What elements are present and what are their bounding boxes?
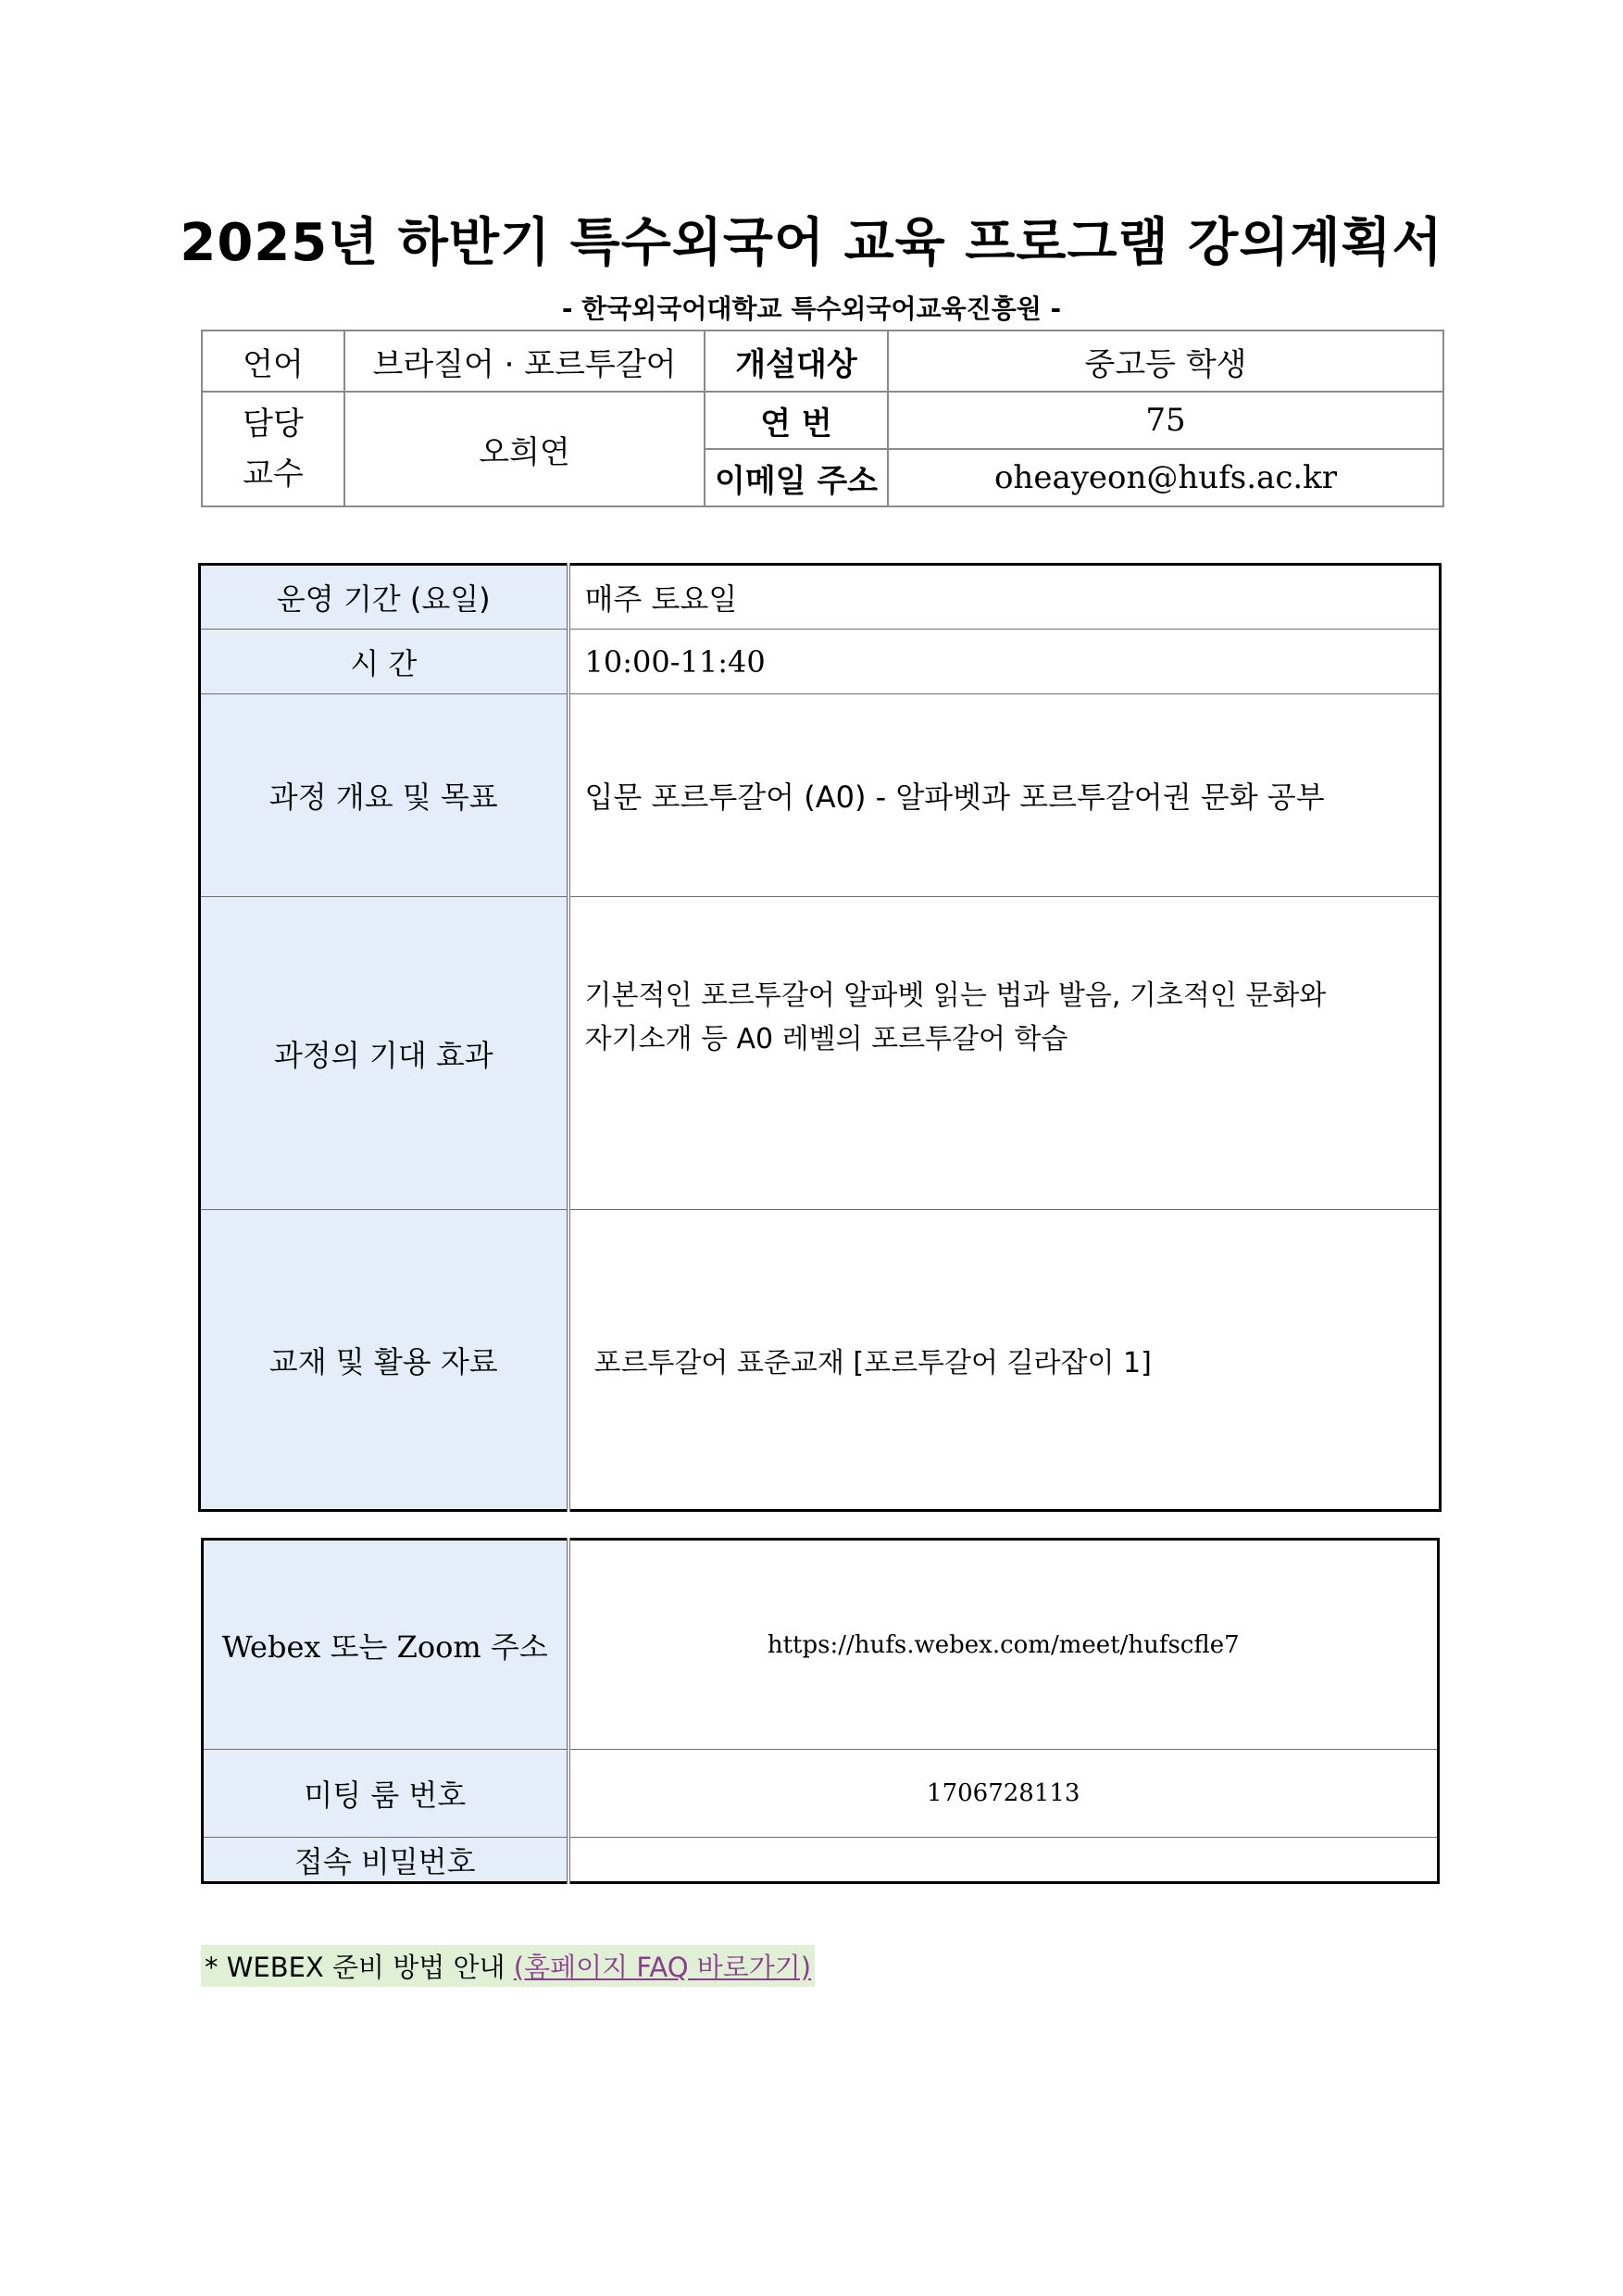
language-value: 브라질어 · 포르투갈어 (344, 331, 705, 392)
time-value: 10:00-11:40 (568, 630, 1441, 694)
target-label: 개설대상 (705, 331, 888, 392)
serial-value: 75 (888, 392, 1443, 449)
effect-value (568, 897, 1441, 1210)
materials-label: 교재 및 활용 자료 (200, 1210, 568, 1511)
period-value: 매주 토요일 (568, 565, 1441, 630)
instructor-label-line1: 담당 (243, 405, 304, 443)
materials-value: 포르투갈어 표준교재 [포르투갈어 길라잡이 1] (568, 1210, 1441, 1511)
target-value: 중고등 학생 (888, 331, 1443, 392)
instructor-label (202, 392, 344, 506)
document-title: 2025년 하반기 특수외국어 교육 프로그램 강의계획서 (180, 213, 1443, 273)
address-value: https://hufs.webex.com/meet/hufscfle7 (568, 1540, 1439, 1750)
email-label: 이메일 주소 (705, 449, 888, 506)
overview-label: 과정 개요 및 목표 (200, 694, 568, 897)
document-subtitle: - 한국외국어대학교 특수외국어교육진흥원 - (561, 293, 1062, 324)
password-value (568, 1838, 1439, 1883)
instructor-value: 오희연 (344, 392, 705, 506)
effect-value-line1: 기본적인 포르투갈어 알파벳 읽는 법과 발음, 기초적인 문화와 (584, 980, 1327, 1012)
time-label: 시 간 (200, 630, 568, 694)
faq-link[interactable]: (홈페이지 FAQ 바로가기) (513, 1952, 812, 1983)
overview-value: 입문 포르투갈어 (A0) - 알파벳과 포르투갈어권 문화 공부 (568, 694, 1441, 897)
period-label: 운영 기간 (요일) (200, 565, 568, 630)
room-label: 미팅 룸 번호 (203, 1750, 568, 1838)
effect-label: 과정의 기대 효과 (200, 897, 568, 1210)
room-value: 1706728113 (568, 1750, 1439, 1838)
instructor-label-line2: 교수 (243, 455, 304, 493)
webex-guide-text: * WEBEX 준비 방법 안내 (205, 1952, 514, 1983)
password-label: 접속 비밀번호 (203, 1838, 568, 1883)
online-table (201, 1538, 1440, 1884)
effect-value-line2: 자기소개 등 A0 레벨의 포르투갈어 학습 (584, 1022, 1068, 1055)
serial-label: 연 번 (705, 392, 888, 449)
language-label: 언어 (202, 331, 344, 392)
email-value: oheayeon@hufs.ac.kr (888, 449, 1443, 506)
course-table (198, 563, 1442, 1512)
webex-guide-note (201, 1945, 815, 1987)
address-label: Webex 또는 Zoom 주소 (203, 1540, 568, 1750)
info-table (201, 330, 1444, 507)
